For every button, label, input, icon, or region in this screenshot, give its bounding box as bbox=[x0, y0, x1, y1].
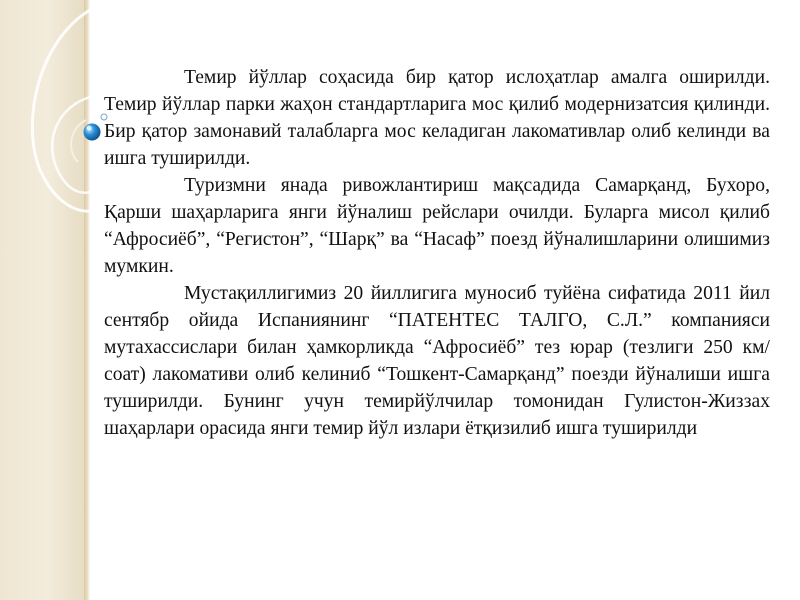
band-edge bbox=[84, 0, 90, 600]
paragraph-afrosiyob-train: Мустақиллигимиз 20 йиллигига муносиб туйёна сифатида 2011 йил сентябр ойида Испаниянинг “ПАТЕНТЕС ТАЛГО, С.Л.” компанияси мутахассислари билан ҳамкорликда “Афросиёб” тез юрар (тезлиги 250 км/соат) лакомативи олиб келиниб “Тошкент-Самарқанд” поезди йўналиши ишга туширилди. Бунинг учун темирйўлчилар томонидан Гулистон-Жиззах шаҳарлари орасида янги темир йўл излари ётқизилиб ишга туширилди bbox=[104, 283, 770, 439]
left-decorative-band bbox=[0, 0, 86, 600]
body-text bbox=[104, 64, 770, 442]
paragraph-railway-reforms: Темир йўллар соҳасида бир қатор ислоҳатлар амалга оширилди. Темир йўллар парки жаҳон стандартларига мос қилиб модернизатсия қилинди. Бир қатор замонавий талабларга мос келадиган лакомативлар олиб келинди ва ишга туширилди. bbox=[104, 67, 770, 169]
paragraph-tourism-routes: Туризмни янада ривожлантириш мақсадида Самарқанд, Бухоро, Қарши шаҳарларига янги йўналиш рейслари очилди. Буларга мисол қилиб “Афросиёб”, “Регистон”, “Шарқ” ва “Насаф” поезд йўналишларини олишимиз мумкин. bbox=[104, 175, 770, 277]
